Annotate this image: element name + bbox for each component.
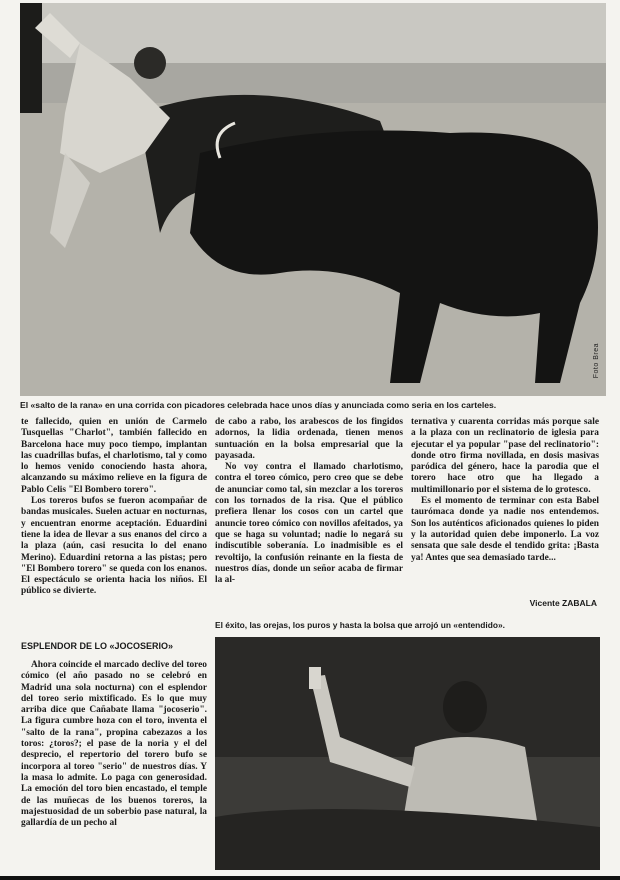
torero-head (134, 47, 166, 79)
dark-edge (20, 3, 42, 113)
bullfight-photo (20, 3, 606, 396)
paragraph: Es el momento de terminar con esta Babel taurómaca donde ya nadie nos entendemos. Son los auténticos aficionados quienes lo piden y la autoridad quien debe imponerlo. La voz sensata que sale desde el tendido grita: ¡Basta ya! Antes que sea demasiado tarde... (411, 496, 599, 563)
photo-caption-bottom: El éxito, las orejas, los puros y hasta la bolsa que arrojó un «entendido». (215, 620, 505, 630)
celebration-illustration (215, 637, 600, 870)
article-column-2 (215, 417, 403, 586)
crowd-shadow (215, 637, 600, 757)
section-heading: ESPLENDOR DE LO «JOCOSERIO» (21, 641, 174, 651)
photo-credit: Foto Brea (593, 343, 600, 379)
paragraph: Los toreros bufos se fueron acompañar de bandas musicales. Suelen actuar en nocturnas, y encuentran enorme aceptación. Eduardini tiene la idea de llevar a sus enanos del circo a la plaza (aún, casi resucita lo del enano Merino). Eduardini retorna a las pistas; pero "El Bombero torero" se queda con los enanos. El espectáculo se orienta hacia los niños. El público se divierte. (21, 496, 207, 597)
author-signature: Vicente ZABALA (529, 598, 597, 608)
paragraph: No voy contra el llamado charlotismo, contra el toreo cómico, pero creo que se debe de anunciar como tal, sin mezclar a los toreros con los tornados de la risa. Que el público prefiera llenar los cosos con un cartel que anuncie toreo cómico con novillos afeitados, ya que se haga su voluntad; nadie lo negará su indiscutible soberanía. Lo inadmisible es el revoltijo, la confusión reinante en la fiesta de nuestros días, donde un señor acaba de firmar la al- (215, 462, 403, 586)
photo-caption: El «salto de la rana» en una corrida con picadores celebrada hace unos días y anunciada como seria en los carteles. (20, 400, 497, 410)
paragraph: ternativa y cuarenta corridas más porque sale a la plaza con un reclinatorio de iglesia para ejecutar el ya popular "pase del reclinatorio": donde otro firma novillada, en dosis masivas paródica del género, hace la parodia que el torero hace otro que ha llegado a multimillonario por el sistema de lo grotesco. (411, 417, 599, 495)
article-column-3 (411, 417, 599, 564)
paragraph: Ahora coincide el marcado declive del toreo cómico (el año pasado no se celebró en Madrid una sola nocturna) con el esplendor del toreo serio mixtificado. Es lo que muy arriba dice que Cañabate llama "jocoserio". La figura cumbre hoza con el toro, inventa el "salto de la rana", propina cabezazos a los toros: ¿toros?; el pase de la noria y el del desprecio, el repertorio del torero bufo se incorpora al toreo "serio" de nuestros días. Y la masa lo admite. Lo paga con generosidad. La emoción del toro bien encastado, el temple de las muñecas de los buenos toreros, la majestuosidad de un soberbio pase natural, la gallardía de un pecho al (21, 660, 207, 829)
section-body (21, 660, 207, 829)
paragraph: te fallecido, quien en unión de Carmelo Tusquellas "Charlot", también fallecido en Barcelona hace muy poco tiempo, implantan las cuadrillas bufas, el charlotismo, tal y como lo hemos venido conociendo hasta ahora, alcanzando su máximo relieve en la figura de Pablo Celis "El Bombero torero". (21, 417, 207, 495)
trophy-ears (309, 667, 321, 689)
bullfight-illustration (20, 3, 606, 396)
page-bottom-rule (0, 876, 620, 880)
paragraph: de cabo a rabo, los arabescos de los fingidos adornos, la lidia ordenada, tienen menos suntuación en la bolsa empresarial que la payasada. (215, 417, 403, 461)
article-column-1 (21, 417, 207, 598)
torero-head (443, 681, 487, 733)
torero-celebration-photo (215, 637, 600, 870)
